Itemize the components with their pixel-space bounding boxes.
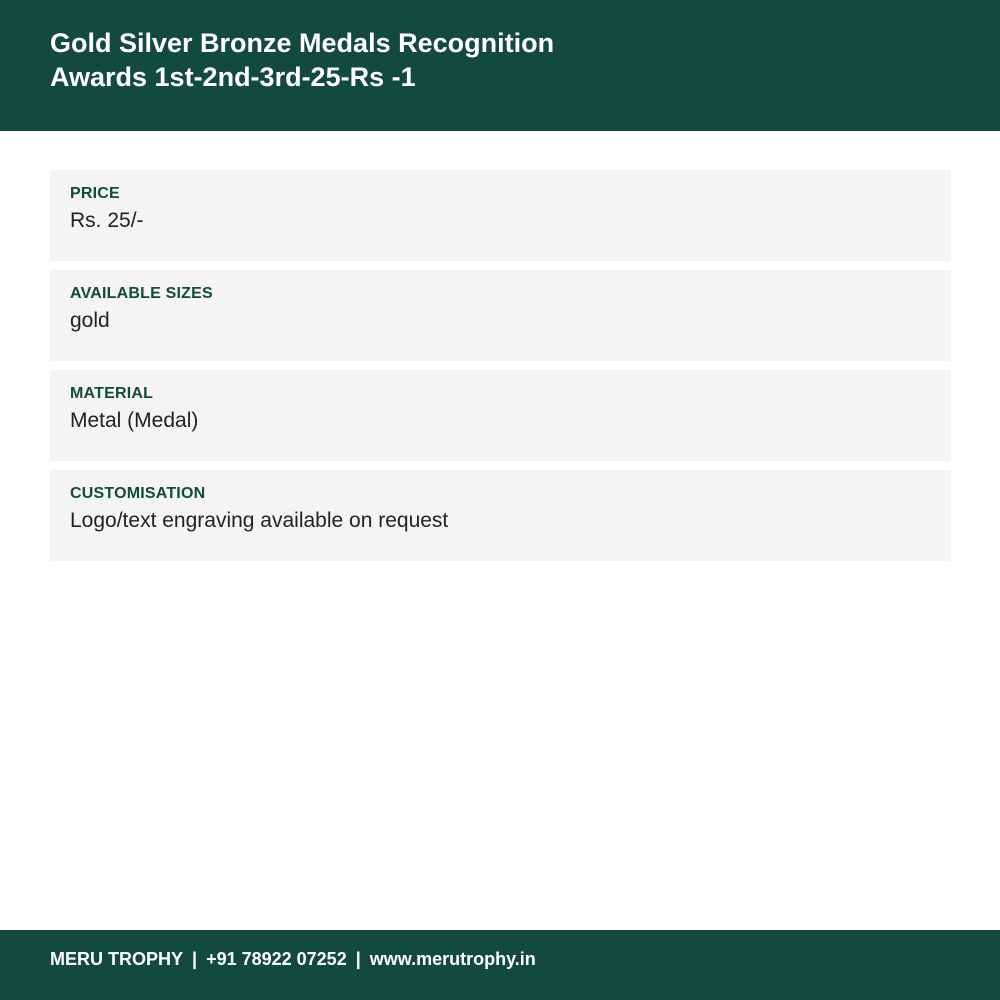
detail-card-customisation bbox=[50, 470, 951, 561]
detail-label: MATERIAL bbox=[70, 385, 154, 402]
footer-brand: MERU TROPHY bbox=[50, 949, 184, 969]
footer-website: www.merutrophy.in bbox=[369, 949, 536, 969]
detail-label: AVAILABLE SIZES bbox=[70, 285, 213, 302]
footer-separator: | bbox=[192, 949, 198, 969]
details-list bbox=[50, 170, 951, 570]
detail-card-price bbox=[50, 170, 951, 261]
detail-value: Rs. 25/- bbox=[70, 209, 144, 232]
footer-separator: | bbox=[355, 949, 361, 969]
detail-value: gold bbox=[70, 309, 110, 332]
footer-bar bbox=[0, 930, 1000, 1000]
header-banner bbox=[0, 0, 1000, 131]
detail-card-sizes bbox=[50, 270, 951, 361]
detail-label: PRICE bbox=[70, 185, 120, 202]
footer-phone: +91 78922 07252 bbox=[206, 949, 347, 969]
detail-value: Metal (Medal) bbox=[70, 409, 199, 432]
detail-card-material bbox=[50, 370, 951, 461]
detail-value: Logo/text engraving available on request bbox=[70, 509, 449, 532]
product-title: Gold Silver Bronze Medals Recognition Awards 1st-2nd-3rd-25-Rs -1 bbox=[50, 28, 555, 92]
detail-label: CUSTOMISATION bbox=[70, 485, 206, 502]
